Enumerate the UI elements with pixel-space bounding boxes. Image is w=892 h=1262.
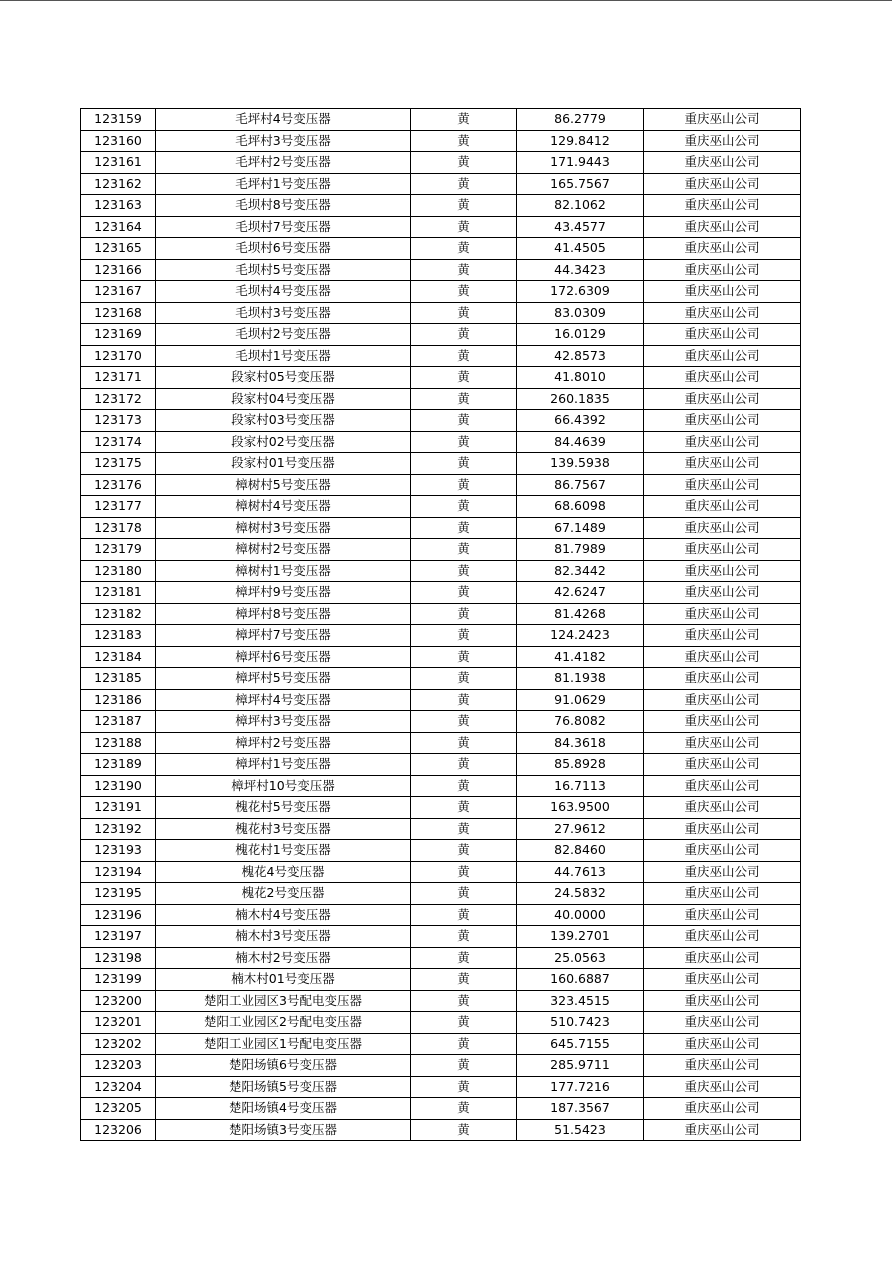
table-row [81, 1055, 801, 1077]
value-cell: 171.9443 [517, 152, 644, 174]
row-id-cell: 123176 [81, 474, 156, 496]
level-cell: 黄 [411, 904, 517, 926]
level-cell: 黄 [411, 990, 517, 1012]
table-row [81, 281, 801, 303]
company-cell: 重庆巫山公司 [644, 668, 801, 690]
level-cell: 黄 [411, 582, 517, 604]
transformer-name-cell: 毛坝村3号变压器 [156, 302, 411, 324]
value-cell: 27.9612 [517, 818, 644, 840]
level-cell: 黄 [411, 969, 517, 991]
table-row [81, 926, 801, 948]
company-cell: 重庆巫山公司 [644, 754, 801, 776]
row-id-cell: 123203 [81, 1055, 156, 1077]
transformer-name-cell: 毛坝村4号变压器 [156, 281, 411, 303]
company-cell: 重庆巫山公司 [644, 560, 801, 582]
value-cell: 42.8573 [517, 345, 644, 367]
transformer-name-cell: 槐花2号变压器 [156, 883, 411, 905]
table-row [81, 388, 801, 410]
table-row [81, 130, 801, 152]
company-cell: 重庆巫山公司 [644, 109, 801, 131]
table-row [81, 689, 801, 711]
transformer-name-cell: 槐花4号变压器 [156, 861, 411, 883]
company-cell: 重庆巫山公司 [644, 1012, 801, 1034]
row-id-cell: 123201 [81, 1012, 156, 1034]
table-row [81, 539, 801, 561]
table-row [81, 797, 801, 819]
value-cell: 163.9500 [517, 797, 644, 819]
row-id-cell: 123199 [81, 969, 156, 991]
page-top-border [0, 0, 892, 1]
transformer-name-cell: 楚阳工业园区3号配电变压器 [156, 990, 411, 1012]
value-cell: 260.1835 [517, 388, 644, 410]
row-id-cell: 123196 [81, 904, 156, 926]
table-row [81, 324, 801, 346]
level-cell: 黄 [411, 797, 517, 819]
row-id-cell: 123205 [81, 1098, 156, 1120]
table-row [81, 754, 801, 776]
table-row [81, 367, 801, 389]
row-id-cell: 123180 [81, 560, 156, 582]
transformer-name-cell: 段家村05号变压器 [156, 367, 411, 389]
row-id-cell: 123167 [81, 281, 156, 303]
transformer-name-cell: 毛坪村3号变压器 [156, 130, 411, 152]
company-cell: 重庆巫山公司 [644, 797, 801, 819]
transformer-name-cell: 毛坝村8号变压器 [156, 195, 411, 217]
value-cell: 645.7155 [517, 1033, 644, 1055]
value-cell: 160.6887 [517, 969, 644, 991]
company-cell: 重庆巫山公司 [644, 711, 801, 733]
transformer-name-cell: 樟坪村2号变压器 [156, 732, 411, 754]
row-id-cell: 123193 [81, 840, 156, 862]
transformer-name-cell: 毛坝村2号变压器 [156, 324, 411, 346]
table-row [81, 947, 801, 969]
level-cell: 黄 [411, 1098, 517, 1120]
transformer-name-cell: 樟坪村7号变压器 [156, 625, 411, 647]
transformer-name-cell: 樟树村3号变压器 [156, 517, 411, 539]
level-cell: 黄 [411, 1055, 517, 1077]
company-cell: 重庆巫山公司 [644, 840, 801, 862]
value-cell: 323.4515 [517, 990, 644, 1012]
value-cell: 40.0000 [517, 904, 644, 926]
level-cell: 黄 [411, 259, 517, 281]
row-id-cell: 123165 [81, 238, 156, 260]
table-row [81, 582, 801, 604]
value-cell: 86.2779 [517, 109, 644, 131]
level-cell: 黄 [411, 152, 517, 174]
level-cell: 黄 [411, 281, 517, 303]
level-cell: 黄 [411, 1012, 517, 1034]
level-cell: 黄 [411, 818, 517, 840]
level-cell: 黄 [411, 474, 517, 496]
level-cell: 黄 [411, 388, 517, 410]
company-cell: 重庆巫山公司 [644, 990, 801, 1012]
row-id-cell: 123161 [81, 152, 156, 174]
level-cell: 黄 [411, 453, 517, 475]
row-id-cell: 123163 [81, 195, 156, 217]
row-id-cell: 123194 [81, 861, 156, 883]
table-row [81, 732, 801, 754]
transformer-name-cell: 槐花村1号变压器 [156, 840, 411, 862]
value-cell: 187.3567 [517, 1098, 644, 1120]
row-id-cell: 123200 [81, 990, 156, 1012]
table-row [81, 109, 801, 131]
row-id-cell: 123188 [81, 732, 156, 754]
level-cell: 黄 [411, 926, 517, 948]
level-cell: 黄 [411, 947, 517, 969]
table-row [81, 990, 801, 1012]
company-cell: 重庆巫山公司 [644, 195, 801, 217]
value-cell: 91.0629 [517, 689, 644, 711]
table-row [81, 1098, 801, 1120]
table-row [81, 840, 801, 862]
level-cell: 黄 [411, 238, 517, 260]
level-cell: 黄 [411, 367, 517, 389]
transformer-name-cell: 楚阳工业园区2号配电变压器 [156, 1012, 411, 1034]
level-cell: 黄 [411, 130, 517, 152]
row-id-cell: 123177 [81, 496, 156, 518]
transformer-name-cell: 樟坪村5号变压器 [156, 668, 411, 690]
table-row [81, 496, 801, 518]
table-row [81, 1076, 801, 1098]
company-cell: 重庆巫山公司 [644, 904, 801, 926]
company-cell: 重庆巫山公司 [644, 238, 801, 260]
transformer-name-cell: 楚阳场镇3号变压器 [156, 1119, 411, 1141]
row-id-cell: 123171 [81, 367, 156, 389]
table-row [81, 818, 801, 840]
table-row [81, 560, 801, 582]
row-id-cell: 123183 [81, 625, 156, 647]
company-cell: 重庆巫山公司 [644, 818, 801, 840]
company-cell: 重庆巫山公司 [644, 474, 801, 496]
value-cell: 81.4268 [517, 603, 644, 625]
transformer-name-cell: 楚阳场镇6号变压器 [156, 1055, 411, 1077]
value-cell: 172.6309 [517, 281, 644, 303]
transformer-name-cell: 楚阳场镇5号变压器 [156, 1076, 411, 1098]
company-cell: 重庆巫山公司 [644, 926, 801, 948]
company-cell: 重庆巫山公司 [644, 281, 801, 303]
value-cell: 16.0129 [517, 324, 644, 346]
level-cell: 黄 [411, 345, 517, 367]
table-row [81, 625, 801, 647]
row-id-cell: 123190 [81, 775, 156, 797]
row-id-cell: 123172 [81, 388, 156, 410]
table-row [81, 646, 801, 668]
company-cell: 重庆巫山公司 [644, 259, 801, 281]
level-cell: 黄 [411, 1076, 517, 1098]
company-cell: 重庆巫山公司 [644, 367, 801, 389]
row-id-cell: 123170 [81, 345, 156, 367]
table-row [81, 345, 801, 367]
transformer-table [80, 108, 801, 1141]
value-cell: 510.7423 [517, 1012, 644, 1034]
row-id-cell: 123164 [81, 216, 156, 238]
value-cell: 84.3618 [517, 732, 644, 754]
table-row [81, 453, 801, 475]
company-cell: 重庆巫山公司 [644, 539, 801, 561]
row-id-cell: 123202 [81, 1033, 156, 1055]
table-row [81, 474, 801, 496]
transformer-name-cell: 段家村01号变压器 [156, 453, 411, 475]
table-row [81, 904, 801, 926]
value-cell: 177.7216 [517, 1076, 644, 1098]
transformer-name-cell: 楠木村2号变压器 [156, 947, 411, 969]
level-cell: 黄 [411, 732, 517, 754]
level-cell: 黄 [411, 109, 517, 131]
company-cell: 重庆巫山公司 [644, 689, 801, 711]
row-id-cell: 123191 [81, 797, 156, 819]
table-row [81, 259, 801, 281]
transformer-name-cell: 槐花村3号变压器 [156, 818, 411, 840]
value-cell: 82.8460 [517, 840, 644, 862]
level-cell: 黄 [411, 1119, 517, 1141]
value-cell: 51.5423 [517, 1119, 644, 1141]
level-cell: 黄 [411, 195, 517, 217]
company-cell: 重庆巫山公司 [644, 582, 801, 604]
row-id-cell: 123186 [81, 689, 156, 711]
row-id-cell: 123159 [81, 109, 156, 131]
company-cell: 重庆巫山公司 [644, 324, 801, 346]
transformer-name-cell: 楚阳场镇4号变压器 [156, 1098, 411, 1120]
value-cell: 67.1489 [517, 517, 644, 539]
value-cell: 81.7989 [517, 539, 644, 561]
value-cell: 139.2701 [517, 926, 644, 948]
transformer-name-cell: 楠木村4号变压器 [156, 904, 411, 926]
company-cell: 重庆巫山公司 [644, 173, 801, 195]
transformer-name-cell: 段家村04号变压器 [156, 388, 411, 410]
value-cell: 76.8082 [517, 711, 644, 733]
transformer-name-cell: 毛坝村1号变压器 [156, 345, 411, 367]
row-id-cell: 123182 [81, 603, 156, 625]
row-id-cell: 123179 [81, 539, 156, 561]
transformer-name-cell: 樟坪村3号变压器 [156, 711, 411, 733]
company-cell: 重庆巫山公司 [644, 603, 801, 625]
transformer-name-cell: 段家村03号变压器 [156, 410, 411, 432]
table-row [81, 152, 801, 174]
transformer-name-cell: 毛坪村2号变压器 [156, 152, 411, 174]
value-cell: 85.8928 [517, 754, 644, 776]
transformer-name-cell: 楚阳工业园区1号配电变压器 [156, 1033, 411, 1055]
row-id-cell: 123187 [81, 711, 156, 733]
transformer-name-cell: 樟树村1号变压器 [156, 560, 411, 582]
level-cell: 黄 [411, 496, 517, 518]
company-cell: 重庆巫山公司 [644, 969, 801, 991]
value-cell: 129.8412 [517, 130, 644, 152]
level-cell: 黄 [411, 431, 517, 453]
transformer-name-cell: 樟坪村10号变压器 [156, 775, 411, 797]
row-id-cell: 123181 [81, 582, 156, 604]
row-id-cell: 123175 [81, 453, 156, 475]
value-cell: 43.4577 [517, 216, 644, 238]
table-row [81, 173, 801, 195]
level-cell: 黄 [411, 840, 517, 862]
transformer-name-cell: 毛坪村4号变压器 [156, 109, 411, 131]
table-body [81, 109, 801, 1141]
value-cell: 84.4639 [517, 431, 644, 453]
level-cell: 黄 [411, 173, 517, 195]
table-row [81, 861, 801, 883]
table-row [81, 603, 801, 625]
company-cell: 重庆巫山公司 [644, 1119, 801, 1141]
level-cell: 黄 [411, 302, 517, 324]
level-cell: 黄 [411, 883, 517, 905]
company-cell: 重庆巫山公司 [644, 302, 801, 324]
table-row [81, 883, 801, 905]
row-id-cell: 123169 [81, 324, 156, 346]
table-row [81, 668, 801, 690]
transformer-name-cell: 毛坝村5号变压器 [156, 259, 411, 281]
level-cell: 黄 [411, 646, 517, 668]
level-cell: 黄 [411, 539, 517, 561]
row-id-cell: 123168 [81, 302, 156, 324]
value-cell: 124.2423 [517, 625, 644, 647]
value-cell: 44.7613 [517, 861, 644, 883]
transformer-name-cell: 楠木村3号变压器 [156, 926, 411, 948]
value-cell: 24.5832 [517, 883, 644, 905]
company-cell: 重庆巫山公司 [644, 1076, 801, 1098]
value-cell: 81.1938 [517, 668, 644, 690]
row-id-cell: 123166 [81, 259, 156, 281]
transformer-name-cell: 樟树村2号变压器 [156, 539, 411, 561]
row-id-cell: 123178 [81, 517, 156, 539]
level-cell: 黄 [411, 861, 517, 883]
table-row [81, 216, 801, 238]
company-cell: 重庆巫山公司 [644, 496, 801, 518]
level-cell: 黄 [411, 668, 517, 690]
company-cell: 重庆巫山公司 [644, 431, 801, 453]
table-row [81, 410, 801, 432]
transformer-name-cell: 毛坪村1号变压器 [156, 173, 411, 195]
value-cell: 44.3423 [517, 259, 644, 281]
company-cell: 重庆巫山公司 [644, 646, 801, 668]
table-row [81, 195, 801, 217]
value-cell: 139.5938 [517, 453, 644, 475]
transformer-name-cell: 樟树村5号变压器 [156, 474, 411, 496]
transformer-name-cell: 段家村02号变压器 [156, 431, 411, 453]
company-cell: 重庆巫山公司 [644, 410, 801, 432]
transformer-name-cell: 槐花村5号变压器 [156, 797, 411, 819]
row-id-cell: 123198 [81, 947, 156, 969]
row-id-cell: 123184 [81, 646, 156, 668]
transformer-name-cell: 樟坪村4号变压器 [156, 689, 411, 711]
table-row [81, 431, 801, 453]
level-cell: 黄 [411, 603, 517, 625]
value-cell: 82.3442 [517, 560, 644, 582]
table-row [81, 711, 801, 733]
table-row [81, 238, 801, 260]
company-cell: 重庆巫山公司 [644, 216, 801, 238]
level-cell: 黄 [411, 711, 517, 733]
company-cell: 重庆巫山公司 [644, 345, 801, 367]
transformer-name-cell: 樟坪村6号变压器 [156, 646, 411, 668]
company-cell: 重庆巫山公司 [644, 152, 801, 174]
transformer-name-cell: 樟树村4号变压器 [156, 496, 411, 518]
level-cell: 黄 [411, 1033, 517, 1055]
level-cell: 黄 [411, 775, 517, 797]
company-cell: 重庆巫山公司 [644, 1055, 801, 1077]
table-row [81, 1119, 801, 1141]
table-row [81, 1012, 801, 1034]
row-id-cell: 123189 [81, 754, 156, 776]
transformer-name-cell: 毛坝村7号变压器 [156, 216, 411, 238]
table-row [81, 302, 801, 324]
value-cell: 82.1062 [517, 195, 644, 217]
company-cell: 重庆巫山公司 [644, 947, 801, 969]
transformer-name-cell: 樟坪村1号变压器 [156, 754, 411, 776]
value-cell: 66.4392 [517, 410, 644, 432]
level-cell: 黄 [411, 410, 517, 432]
company-cell: 重庆巫山公司 [644, 1098, 801, 1120]
level-cell: 黄 [411, 324, 517, 346]
value-cell: 41.4505 [517, 238, 644, 260]
value-cell: 16.7113 [517, 775, 644, 797]
table-row [81, 969, 801, 991]
value-cell: 68.6098 [517, 496, 644, 518]
table-row [81, 517, 801, 539]
row-id-cell: 123174 [81, 431, 156, 453]
company-cell: 重庆巫山公司 [644, 625, 801, 647]
company-cell: 重庆巫山公司 [644, 130, 801, 152]
company-cell: 重庆巫山公司 [644, 1033, 801, 1055]
company-cell: 重庆巫山公司 [644, 775, 801, 797]
row-id-cell: 123195 [81, 883, 156, 905]
row-id-cell: 123160 [81, 130, 156, 152]
row-id-cell: 123197 [81, 926, 156, 948]
transformer-name-cell: 樟坪村9号变压器 [156, 582, 411, 604]
company-cell: 重庆巫山公司 [644, 883, 801, 905]
level-cell: 黄 [411, 754, 517, 776]
value-cell: 42.6247 [517, 582, 644, 604]
level-cell: 黄 [411, 689, 517, 711]
level-cell: 黄 [411, 517, 517, 539]
transformer-name-cell: 樟坪村8号变压器 [156, 603, 411, 625]
row-id-cell: 123185 [81, 668, 156, 690]
row-id-cell: 123192 [81, 818, 156, 840]
company-cell: 重庆巫山公司 [644, 732, 801, 754]
row-id-cell: 123173 [81, 410, 156, 432]
company-cell: 重庆巫山公司 [644, 453, 801, 475]
row-id-cell: 123206 [81, 1119, 156, 1141]
level-cell: 黄 [411, 625, 517, 647]
table-row [81, 775, 801, 797]
value-cell: 165.7567 [517, 173, 644, 195]
value-cell: 41.8010 [517, 367, 644, 389]
value-cell: 25.0563 [517, 947, 644, 969]
value-cell: 41.4182 [517, 646, 644, 668]
transformer-name-cell: 楠木村01号变压器 [156, 969, 411, 991]
row-id-cell: 123204 [81, 1076, 156, 1098]
transformer-name-cell: 毛坝村6号变压器 [156, 238, 411, 260]
company-cell: 重庆巫山公司 [644, 388, 801, 410]
table-row [81, 1033, 801, 1055]
level-cell: 黄 [411, 560, 517, 582]
row-id-cell: 123162 [81, 173, 156, 195]
value-cell: 86.7567 [517, 474, 644, 496]
value-cell: 285.9711 [517, 1055, 644, 1077]
level-cell: 黄 [411, 216, 517, 238]
value-cell: 83.0309 [517, 302, 644, 324]
company-cell: 重庆巫山公司 [644, 517, 801, 539]
company-cell: 重庆巫山公司 [644, 861, 801, 883]
